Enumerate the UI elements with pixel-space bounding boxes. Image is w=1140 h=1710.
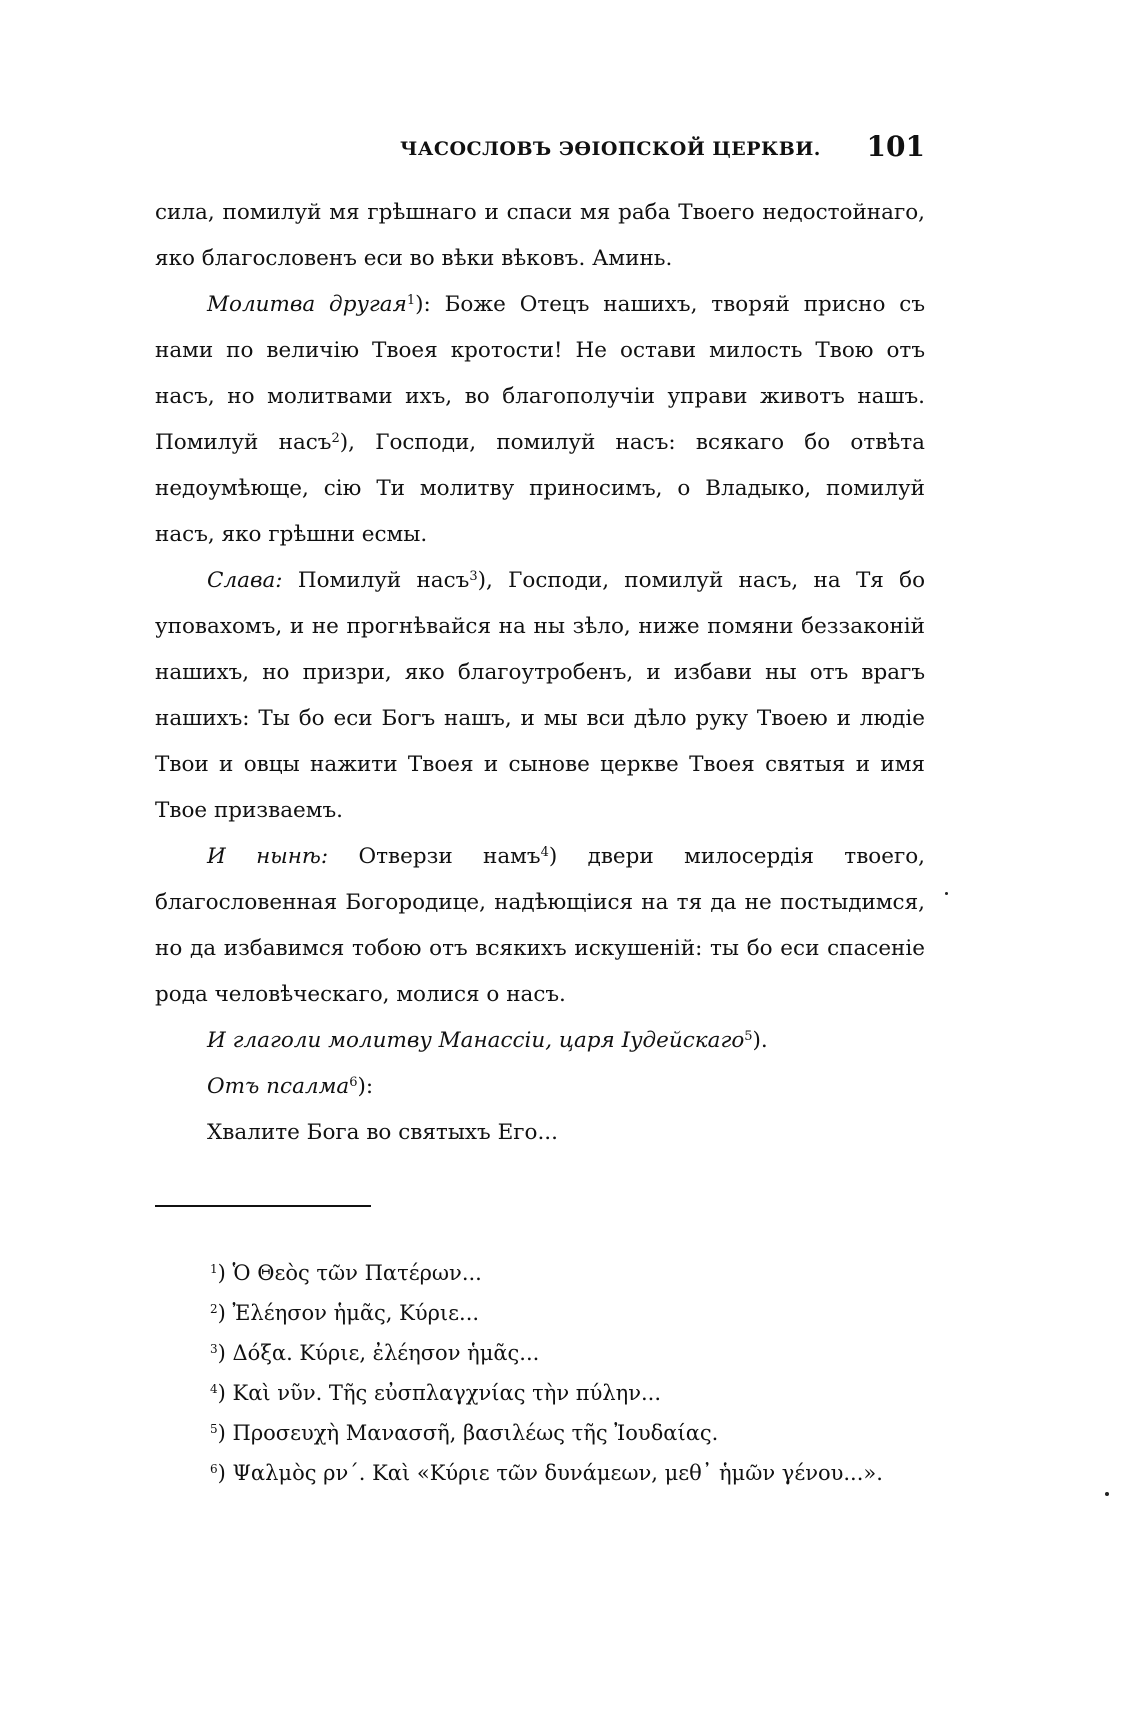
paragraph-4-text-b: ) двери милосердія твоего, благословенная Богородице, надѣющіися на тя да не постыдимся, но да избавимся тобою отъ всякихъ искушеній: ты бо еси спасеніе рода человѣческаго, молися о насъ. (155, 844, 926, 1007)
running-head: ЧАСОСЛОВЪ ЭѲІОПСКОЙ ЦЕРКВИ. (400, 138, 821, 160)
paragraph-1-text: сила, помилуй мя грѣшнаго и спаси мя раба Твоего недостойнаго, яко благословенъ еси во вѣки вѣковъ. Аминь. (155, 200, 925, 271)
footnotes (210, 1253, 910, 1493)
footnote-ref-1: 1 (406, 293, 416, 308)
footnote-6-text: ) Ψαλμὸς ρν΄. Καὶ «Κύριε τῶν δυνάμεων, μεθ᾽ ἡμῶν γένου...». (217, 1461, 883, 1485)
and-now-heading: И нынѣ: (207, 844, 329, 869)
glory-heading: Слава: (207, 568, 283, 593)
footnote-5-number: 5 (210, 1422, 218, 1436)
footnote-1-number: 1 (210, 1262, 218, 1276)
footnote-2 (210, 1293, 910, 1333)
paragraph-5 (155, 1018, 925, 1064)
footnote-ref-2: 2 (331, 431, 340, 446)
paragraph-1 (155, 190, 925, 282)
main-text (155, 190, 925, 1156)
paragraph-2 (155, 282, 925, 558)
footnote-1-text: ) Ὁ Θεὸς τῶν Πατέρων... (217, 1261, 482, 1285)
footnote-ref-4: 4 (540, 845, 549, 860)
footnote-4 (210, 1373, 910, 1413)
paragraph-6-close: ): (357, 1074, 374, 1099)
paragraph-7 (155, 1110, 925, 1156)
footnote-3 (210, 1333, 910, 1373)
paragraph-2-text-b: ), Господи, помилуй насъ: всякаго бо отвѣта недоумѣюще, сію Ти молитву приносимъ, о Владыко, помилуй насъ, яко грѣшни есмы. (155, 430, 925, 547)
prayer-heading: Молитва другая (207, 292, 407, 317)
footnote-2-text: ) Ἐλέησον ἡμᾶς, Κύριε... (217, 1301, 480, 1325)
footnote-2-number: 2 (210, 1302, 218, 1316)
paragraph-4 (155, 834, 925, 1018)
paragraph-4-text-a: Отверзи намъ (328, 844, 541, 869)
paragraph-3-text-a: Помилуй насъ (282, 568, 470, 593)
footnote-4-number: 4 (210, 1382, 218, 1396)
footnote-1 (210, 1253, 910, 1293)
scan-speck (1105, 1492, 1109, 1496)
footnote-4-text: ) Καὶ νῦν. Τῆς εὐσπλαγχνίας τὴν πύλην... (217, 1381, 662, 1405)
footnote-ref-6: 6 (349, 1075, 358, 1090)
footnote-5-text: ) Προσευχὴ Μανασσῆ, βασιλέως τῆς Ἰουδαίας. (217, 1421, 719, 1445)
paragraph-3-text-b: ), Господи, помилуй насъ, на Тя бо уповахомъ, и не прогнѣвайся на ны зѣло, ниже помяни беззаконій нашихъ, но призри, яко благоутробенъ, и избави ны отъ врагъ нашихъ: Ты бо еси Богъ нашъ, и мы вси дѣло руку Твоею и людіе Твои и овцы нажити Твоея и сынове церкве Твоея святыя и имя Твое призваемъ. (155, 568, 926, 823)
footnote-ref-5: 5 (744, 1029, 753, 1044)
footnote-ref-3: 3 (469, 569, 478, 584)
footnote-6 (210, 1453, 910, 1493)
footnote-divider (155, 1205, 371, 1207)
paragraph-6 (155, 1064, 925, 1110)
footnote-3-text: ) Δόξα. Κύριε, ἐλέησον ἡμᾶς... (217, 1341, 540, 1365)
page-header (155, 130, 925, 170)
paragraph-3 (155, 558, 925, 834)
rubric-psalm: Отъ псалма (207, 1074, 350, 1099)
page-number: 101 (866, 130, 925, 163)
scan-speck (945, 892, 948, 895)
paragraph-7-text: Хвалите Бога во святыхъ Его... (207, 1120, 558, 1145)
paragraph-5-close: ). (752, 1028, 768, 1053)
paragraph-2-text-a: ): Боже Отецъ нашихъ, творяй присно съ нами по величію Твоея кротости! Не остави милость Твою отъ насъ, но молитвами ихъ, во благополучіи управи животъ нашъ. Помилуй насъ (155, 292, 925, 455)
footnote-6-number: 6 (210, 1462, 218, 1476)
footnote-3-number: 3 (210, 1342, 218, 1356)
footnote-5 (210, 1413, 910, 1453)
rubric-manasseh: И глаголи молитву Манассіи, царя Іудейскаго (207, 1028, 745, 1053)
